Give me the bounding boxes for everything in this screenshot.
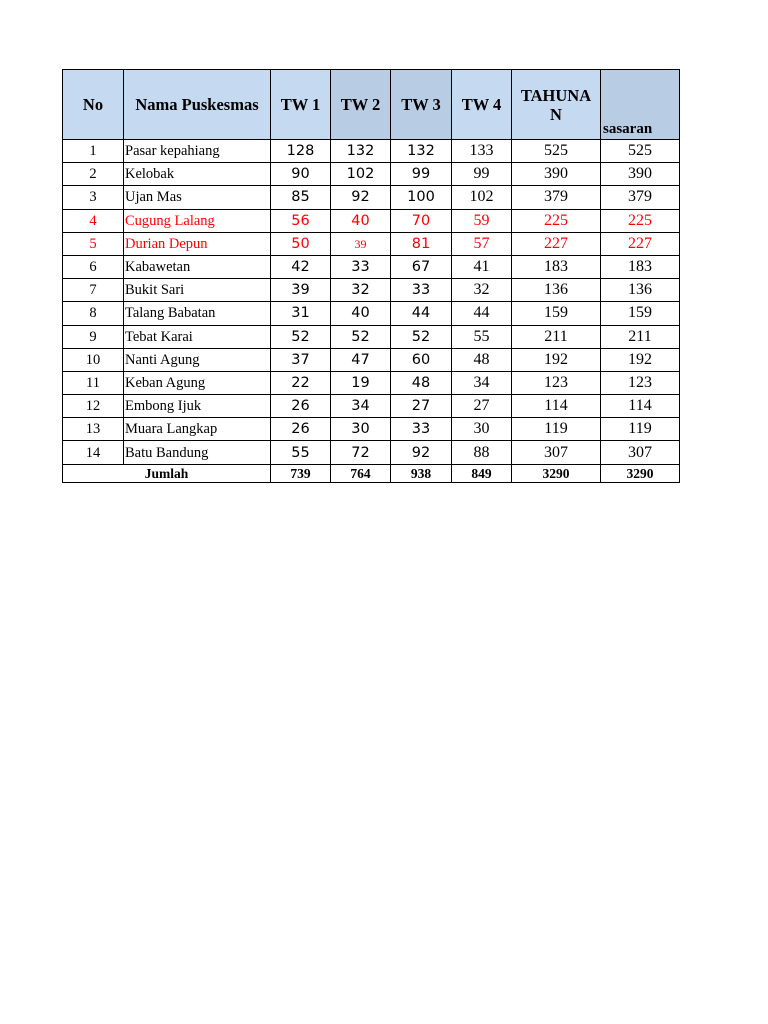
cell-tahunan: 123 [512, 371, 601, 394]
cell-tw4: 88 [452, 441, 512, 464]
cell-tw2: 52 [331, 325, 391, 348]
cell-tahunan: 379 [512, 186, 601, 209]
cell-tw3: 99 [391, 163, 452, 186]
cell-sasaran: 159 [601, 302, 680, 325]
cell-tw2: 102 [331, 163, 391, 186]
cell-tw2: 40 [331, 302, 391, 325]
cell-no: 12 [63, 395, 124, 418]
cell-name: Bukit Sari [124, 279, 271, 302]
cell-name: Pasar kepahiang [124, 140, 271, 163]
cell-no: 14 [63, 441, 124, 464]
puskesmas-table [62, 69, 680, 483]
cell-tahunan: 227 [512, 232, 601, 255]
cell-tw1: 39 [271, 279, 331, 302]
cell-tw1: 42 [271, 255, 331, 278]
cell-tw3: 33 [391, 279, 452, 302]
cell-no: 7 [63, 279, 124, 302]
cell-name: Embong Ijuk [124, 395, 271, 418]
cell-tw3: 44 [391, 302, 452, 325]
cell-name: Kelobak [124, 163, 271, 186]
table-row [63, 163, 680, 186]
cell-tahunan: 159 [512, 302, 601, 325]
cell-tw4: 34 [452, 371, 512, 394]
cell-sasaran: 211 [601, 325, 680, 348]
cell-sasaran: 379 [601, 186, 680, 209]
cell-tw3: 70 [391, 209, 452, 232]
cell-tw2: 33 [331, 255, 391, 278]
cell-sasaran: 114 [601, 395, 680, 418]
header-tw3: TW 3 [391, 70, 452, 140]
cell-no: 5 [63, 232, 124, 255]
table-row [63, 441, 680, 464]
cell-no: 3 [63, 186, 124, 209]
cell-tahunan: 211 [512, 325, 601, 348]
cell-sasaran: 525 [601, 140, 680, 163]
cell-tw1: 52 [271, 325, 331, 348]
cell-tw2: 39 [331, 232, 391, 255]
table-row [63, 348, 680, 371]
cell-tw1: 26 [271, 418, 331, 441]
cell-tw4: 32 [452, 279, 512, 302]
cell-sasaran: 192 [601, 348, 680, 371]
table-row [63, 395, 680, 418]
cell-tw2: 72 [331, 441, 391, 464]
header-row [63, 70, 680, 140]
header-tahunan [512, 70, 601, 140]
header-tw2: TW 2 [331, 70, 391, 140]
cell-tw2: 40 [331, 209, 391, 232]
cell-tw2: 19 [331, 371, 391, 394]
cell-tahunan: 307 [512, 441, 601, 464]
cell-sasaran: 123 [601, 371, 680, 394]
cell-no: 4 [63, 209, 124, 232]
total-row [63, 464, 680, 482]
table-row [63, 418, 680, 441]
total-sasaran: 3290 [601, 464, 680, 482]
cell-tw3: 132 [391, 140, 452, 163]
cell-tw3: 67 [391, 255, 452, 278]
cell-tw4: 59 [452, 209, 512, 232]
table-row [63, 371, 680, 394]
cell-sasaran: 225 [601, 209, 680, 232]
cell-sasaran: 307 [601, 441, 680, 464]
cell-name: Nanti Agung [124, 348, 271, 371]
cell-no: 13 [63, 418, 124, 441]
cell-tw4: 57 [452, 232, 512, 255]
cell-tw4: 133 [452, 140, 512, 163]
cell-name: Batu Bandung [124, 441, 271, 464]
cell-tw1: 31 [271, 302, 331, 325]
cell-tw1: 85 [271, 186, 331, 209]
cell-no: 10 [63, 348, 124, 371]
cell-name: Talang Babatan [124, 302, 271, 325]
header-no: No [63, 70, 124, 140]
cell-tw1: 50 [271, 232, 331, 255]
header-tahunan-text: TAHUNAN [520, 85, 592, 124]
cell-tw2: 30 [331, 418, 391, 441]
cell-tw4: 55 [452, 325, 512, 348]
header-nama-puskesmas: Nama Puskesmas [124, 70, 271, 140]
cell-sasaran: 390 [601, 163, 680, 186]
cell-no: 8 [63, 302, 124, 325]
total-tw4: 849 [452, 464, 512, 482]
cell-tw1: 90 [271, 163, 331, 186]
header-tw4: TW 4 [452, 70, 512, 140]
header-sasaran: sasaran [601, 70, 680, 140]
cell-tw4: 102 [452, 186, 512, 209]
cell-no: 2 [63, 163, 124, 186]
cell-tw1: 128 [271, 140, 331, 163]
cell-tahunan: 183 [512, 255, 601, 278]
table-row [63, 209, 680, 232]
table-row [63, 302, 680, 325]
cell-tw4: 48 [452, 348, 512, 371]
total-tahunan: 3290 [512, 464, 601, 482]
total-label: Jumlah [63, 464, 271, 482]
total-tw3: 938 [391, 464, 452, 482]
table-row [63, 186, 680, 209]
cell-name: Keban Agung [124, 371, 271, 394]
cell-tw2: 132 [331, 140, 391, 163]
cell-name: Tebat Karai [124, 325, 271, 348]
table-row [63, 279, 680, 302]
cell-no: 1 [63, 140, 124, 163]
table-row [63, 255, 680, 278]
cell-no: 6 [63, 255, 124, 278]
cell-tw1: 56 [271, 209, 331, 232]
cell-sasaran: 136 [601, 279, 680, 302]
cell-tw4: 99 [452, 163, 512, 186]
cell-tw2: 47 [331, 348, 391, 371]
cell-tahunan: 192 [512, 348, 601, 371]
cell-sasaran: 119 [601, 418, 680, 441]
table-body [63, 140, 680, 465]
cell-no: 11 [63, 371, 124, 394]
cell-no: 9 [63, 325, 124, 348]
table-row [63, 140, 680, 163]
cell-name: Muara Langkap [124, 418, 271, 441]
cell-tahunan: 114 [512, 395, 601, 418]
cell-tw3: 27 [391, 395, 452, 418]
cell-tw1: 26 [271, 395, 331, 418]
cell-tahunan: 525 [512, 140, 601, 163]
cell-sasaran: 227 [601, 232, 680, 255]
cell-tw3: 33 [391, 418, 452, 441]
cell-tw4: 27 [452, 395, 512, 418]
cell-tw1: 22 [271, 371, 331, 394]
cell-name: Cugung Lalang [124, 209, 271, 232]
total-tw1: 739 [271, 464, 331, 482]
cell-tahunan: 390 [512, 163, 601, 186]
table-row [63, 232, 680, 255]
cell-tw3: 60 [391, 348, 452, 371]
cell-tw3: 48 [391, 371, 452, 394]
cell-tw1: 37 [271, 348, 331, 371]
cell-tw3: 52 [391, 325, 452, 348]
cell-tw4: 44 [452, 302, 512, 325]
cell-tw2: 32 [331, 279, 391, 302]
cell-name: Kabawetan [124, 255, 271, 278]
cell-tw2: 92 [331, 186, 391, 209]
cell-tw4: 30 [452, 418, 512, 441]
cell-sasaran: 183 [601, 255, 680, 278]
table-row [63, 325, 680, 348]
cell-tahunan: 225 [512, 209, 601, 232]
cell-tw3: 92 [391, 441, 452, 464]
cell-tahunan: 136 [512, 279, 601, 302]
total-tw2: 764 [331, 464, 391, 482]
cell-name: Ujan Mas [124, 186, 271, 209]
cell-tw4: 41 [452, 255, 512, 278]
cell-tw1: 55 [271, 441, 331, 464]
cell-name: Durian Depun [124, 232, 271, 255]
cell-tahunan: 119 [512, 418, 601, 441]
header-tw1: TW 1 [271, 70, 331, 140]
cell-tw2: 34 [331, 395, 391, 418]
cell-tw3: 100 [391, 186, 452, 209]
cell-tw3: 81 [391, 232, 452, 255]
